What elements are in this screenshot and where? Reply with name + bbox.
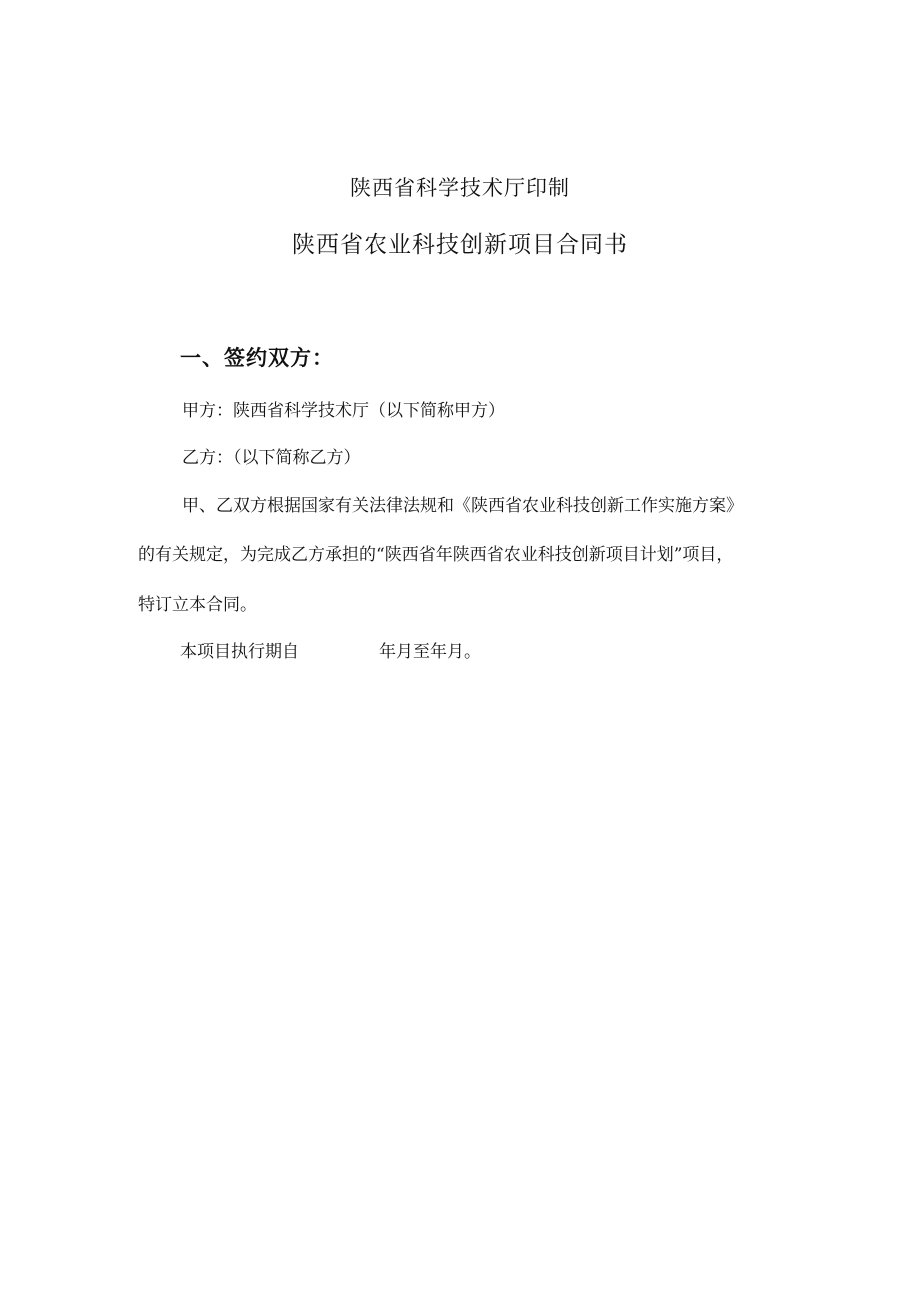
party-b-paragraph: 乙方：（以下简称乙方） [182, 448, 361, 468]
document-title: 陕西省农业科技创新项目合同书 [292, 232, 628, 258]
execution-period-paragraph [180, 637, 481, 662]
body-paragraph-line-3: 特订立本合同。 [138, 595, 257, 615]
body-paragraph-line-1: 甲、乙双方根据国家有关法律法规和《陕西省农业科技创新工作实施方案》 [182, 496, 743, 516]
execution-period-prefix: 本项目执行期自 [180, 642, 299, 662]
execution-period-suffix: 年月至年月。 [379, 642, 481, 662]
document-issuer: 陕西省科学技术厅印制 [350, 176, 570, 200]
section-heading-signing-parties: 一、签约双方： [180, 346, 334, 370]
body-paragraph-line-2: 的有关规定，为完成乙方承担的“陕西省年陕西省农业科技创新项目计划”项目， [138, 545, 734, 565]
party-a-paragraph: 甲方：陕西省科学技术厅（以下简称甲方） [182, 401, 505, 421]
